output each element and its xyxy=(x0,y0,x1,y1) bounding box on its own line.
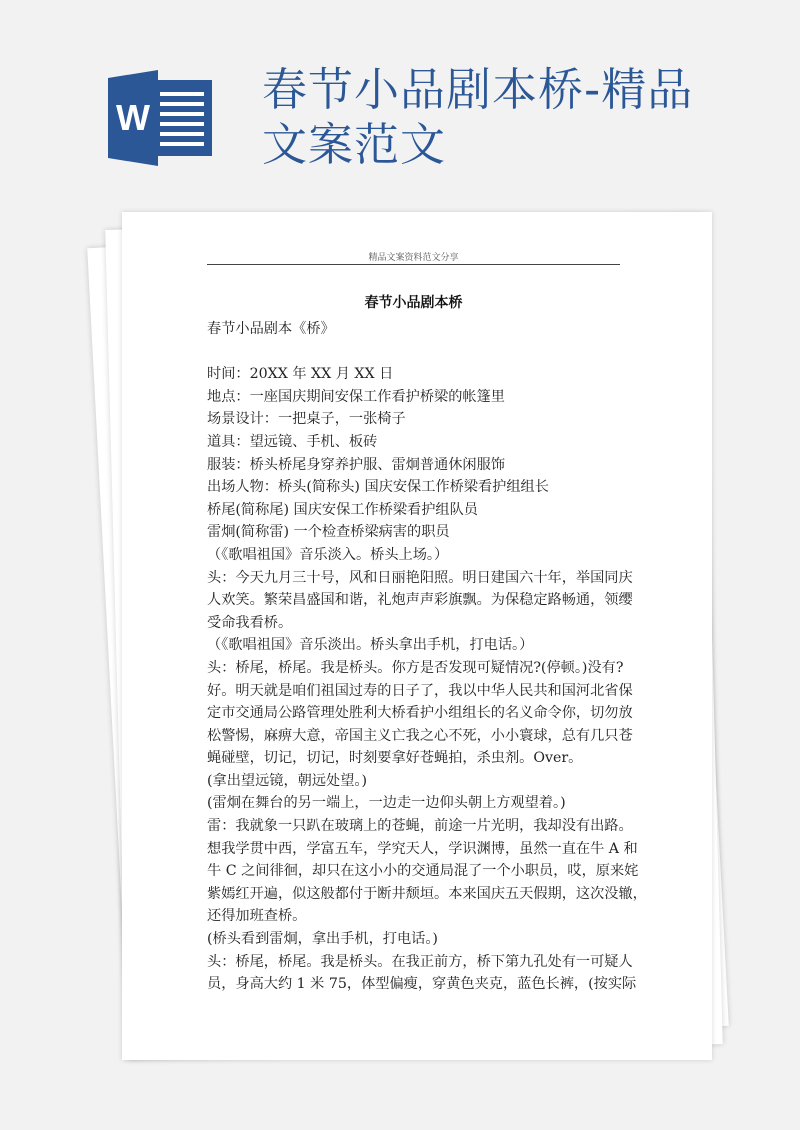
document-line: (拿出望远镜，朝远处望。) xyxy=(207,772,368,789)
document-line: 地点：一座国庆期间安保工作看护桥梁的帐篷里 xyxy=(207,388,505,405)
document-line: 松警惕，麻痹大意，帝国主义亡我之心不死，小小寰球，总有几只苍 xyxy=(207,727,633,744)
header-divider xyxy=(207,264,620,265)
running-header: 精品文案资料范文分享 xyxy=(368,253,459,263)
document-line: 受命我看桥。 xyxy=(207,614,293,631)
document-line: 员，身高大约 1 米 75，体型偏瘦，穿黄色夹克，蓝色长裤，(按实际 xyxy=(207,976,637,993)
page-title: 春节小品剧本桥-精品文案范文 xyxy=(262,63,694,171)
document-line: 场景设计：一把桌子，一张椅子 xyxy=(207,411,406,428)
document-line: 桥尾(简称尾) 国庆安保工作桥梁看护组队员 xyxy=(207,501,478,518)
document-line: 人欢笑。繁荣昌盛国和谐，礼炮声声彩旗飘。为保稳定路畅通，领缨 xyxy=(207,592,633,609)
document-line: 雷：我就象一只趴在玻璃上的苍蝇，前途一片光明，我却没有出路。 xyxy=(207,818,633,835)
document-line: (雷炯在舞台的另一端上，一边走一边仰头朝上方观望着。) xyxy=(207,795,566,812)
document-body xyxy=(207,318,647,996)
document-title: 春节小品剧本桥 xyxy=(364,295,463,311)
document-line: 雷炯(简称雷) 一个检查桥梁病害的职员 xyxy=(207,524,450,541)
document-line: 紫嫣红开遍，似这般都付于断井颓垣。本来国庆五天假期，这次没辙， xyxy=(207,885,647,902)
document-line: 好。明天就是咱们祖国过寿的日子了，我以中华人民共和国河北省保 xyxy=(207,682,633,699)
document-line: 蝇碰壁，切记，切记，时刻要拿好苍蝇拍，杀虫剂。Over。 xyxy=(207,750,583,767)
document-line: 春节小品剧本《桥》 xyxy=(207,321,335,337)
document-line: 出场人物：桥头(简称头) 国庆安保工作桥梁看护组组长 xyxy=(207,479,549,496)
document-line: 牛 C 之间徘徊，却只在这小小的交通局混了一个小职员，哎，原来姹 xyxy=(207,863,639,880)
word-document-icon xyxy=(108,70,214,166)
document-line: 道具：望远镜、手机、板砖 xyxy=(207,433,378,450)
document-page xyxy=(122,212,712,1060)
document-line: 还得加班查桥。 xyxy=(207,908,307,925)
document-line: （《歌唱祖国》音乐淡出。桥头拿出手机，打电话。） xyxy=(207,637,534,654)
document-line: (桥头看到雷炯，拿出手机，打电话。) xyxy=(207,931,438,948)
document-line: 头：桥尾，桥尾。我是桥头。在我正前方，桥下第九孔处有一可疑人 xyxy=(207,953,633,970)
document-line: 定市交通局公路管理处胜利大桥看护小组组长的名义命令你，切勿放 xyxy=(207,705,633,722)
document-line: 想我学贯中西，学富五车，学究天人，学识渊博，虽然一直在牛 A 和 xyxy=(207,840,638,857)
document-line: 头：今天九月三十号，风和日丽艳阳照。明日建国六十年，举国同庆 xyxy=(207,569,633,586)
document-line: （《歌唱祖国》音乐淡入。桥头上场。） xyxy=(207,546,449,563)
document-line: 头：桥尾，桥尾。我是桥头。你方是否发现可疑情况?(停顿。)没有? xyxy=(207,659,624,676)
svg-text:W: W xyxy=(116,97,150,138)
blank-line xyxy=(207,341,625,364)
document-line: 时间：20XX 年 XX 月 XX 日 xyxy=(207,366,394,383)
document-line: 服装：桥头桥尾身穿养护服、雷炯普通休闲服饰 xyxy=(207,456,505,473)
